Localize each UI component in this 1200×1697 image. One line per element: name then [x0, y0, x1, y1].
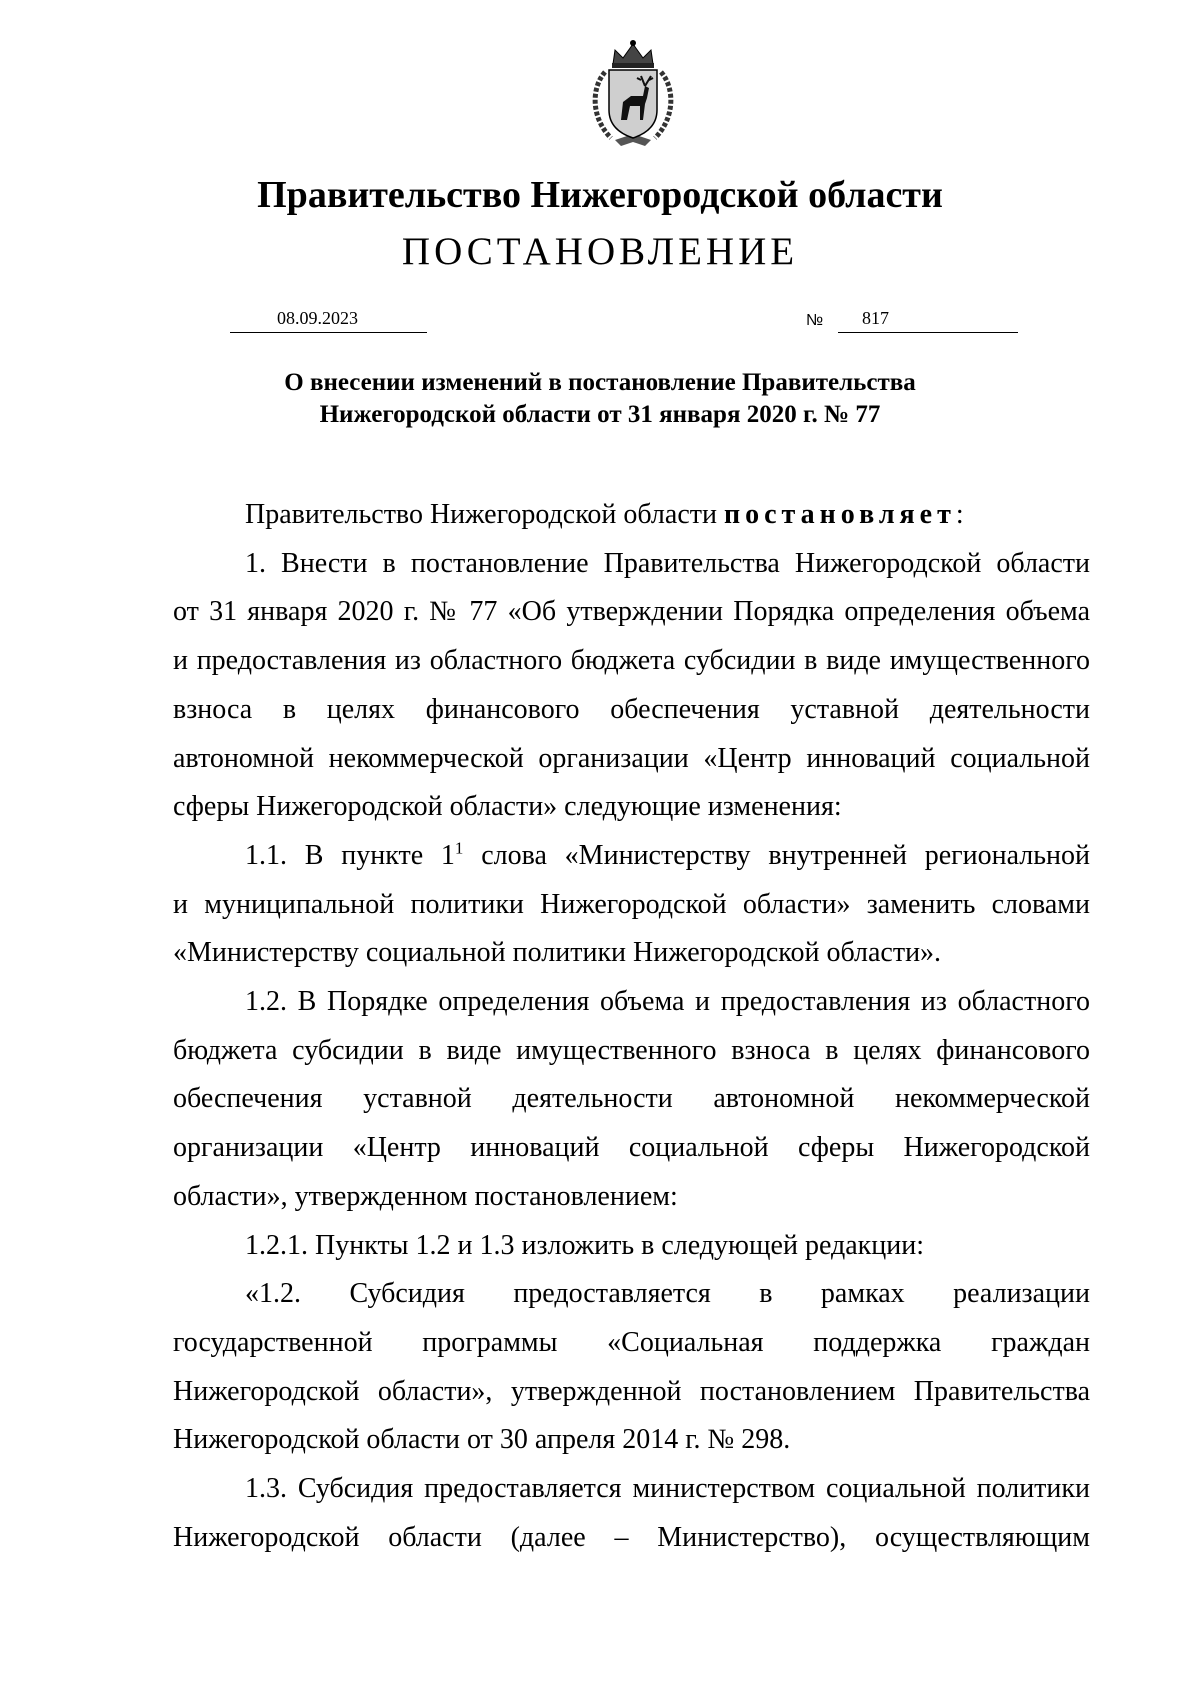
- intro-line: [173, 491, 1090, 540]
- government-title: Правительство Нижегородской области: [257, 174, 943, 216]
- paragraph-line: «1.2. Субсидия предоставляется в рамках реализации: [245, 1278, 1090, 1310]
- clause-text: слова «Министерству внутренней региональной: [463, 839, 1090, 871]
- subject-line: Нижегородской области от 31 января 2020 г. № 77: [319, 401, 881, 428]
- paragraph-line: Нижегородской области (далее – Министерство), осуществляющим: [173, 1521, 1090, 1553]
- document-type: ПОСТАНОВЛЕНИЕ: [401, 230, 799, 273]
- intro-colon: :: [955, 499, 964, 530]
- paragraph-line: области», утвержденном постановлением:: [173, 1180, 678, 1212]
- paragraph-line: и муниципальной политики Нижегородской области» заменить словами: [173, 888, 1090, 920]
- subject-line: О внесении изменений в постановление Правительства: [284, 369, 916, 396]
- document-number: 817: [862, 308, 889, 328]
- paragraph-line: [173, 832, 1090, 881]
- resolves-verb: постановляет: [723, 499, 956, 530]
- number-underline: [838, 332, 1018, 333]
- paragraph-line: обеспечения уставной деятельности автономной некоммерческой: [173, 1083, 1090, 1115]
- paragraph-line: 1. Внести в постановление Правительства Нижегородской области: [245, 547, 1090, 579]
- paragraph-line: организации «Центр инноваций социальной сферы Нижегородской: [173, 1132, 1090, 1164]
- clause-ref: 1.1. В пункте 1: [245, 839, 455, 871]
- paragraph-line: бюджета субсидии в виде имущественного взноса в целях финансового: [173, 1034, 1090, 1066]
- paragraph-line: государственной программы «Социальная поддержка граждан: [173, 1326, 1090, 1358]
- paragraph-line: 1.3. Субсидия предоставляется министерством социальной политики: [245, 1473, 1090, 1505]
- document-subject: [0, 367, 1200, 431]
- document-body: [173, 491, 1090, 1562]
- coat-of-arms-icon: [585, 38, 681, 148]
- paragraph-line: «Министерству социальной политики Нижегородской области».: [173, 937, 942, 969]
- paragraph-line: Нижегородской области от 30 апреля 2014 г. № 298.: [173, 1424, 791, 1456]
- paragraph-line: автономной некоммерческой организации «Центр инноваций социальной: [173, 742, 1090, 774]
- paragraph-line: сферы Нижегородской области» следующие изменения:: [173, 791, 842, 823]
- date-underline: [230, 332, 427, 333]
- number-sign: №: [806, 312, 824, 329]
- document-date: 08.09.2023: [277, 308, 358, 328]
- clause-superscript: 1: [454, 838, 464, 858]
- paragraph-line: 1.2.1. Пункты 1.2 и 1.3 изложить в следующей редакции:: [245, 1229, 925, 1261]
- intro-text: Правительство Нижегородской области: [245, 499, 724, 530]
- paragraph-line: Нижегородской области», утвержденной постановлением Правительства: [173, 1375, 1090, 1407]
- paragraph-line: от 31 января 2020 г. № 77 «Об утверждении Порядка определения объема: [173, 596, 1090, 628]
- paragraph-line: и предоставления из областного бюджета субсидии в виде имущественного: [173, 645, 1090, 677]
- paragraph-line: взноса в целях финансового обеспечения уставной деятельности: [173, 693, 1090, 725]
- paragraph-line: 1.2. В Порядке определения объема и предоставления из областного: [245, 986, 1090, 1018]
